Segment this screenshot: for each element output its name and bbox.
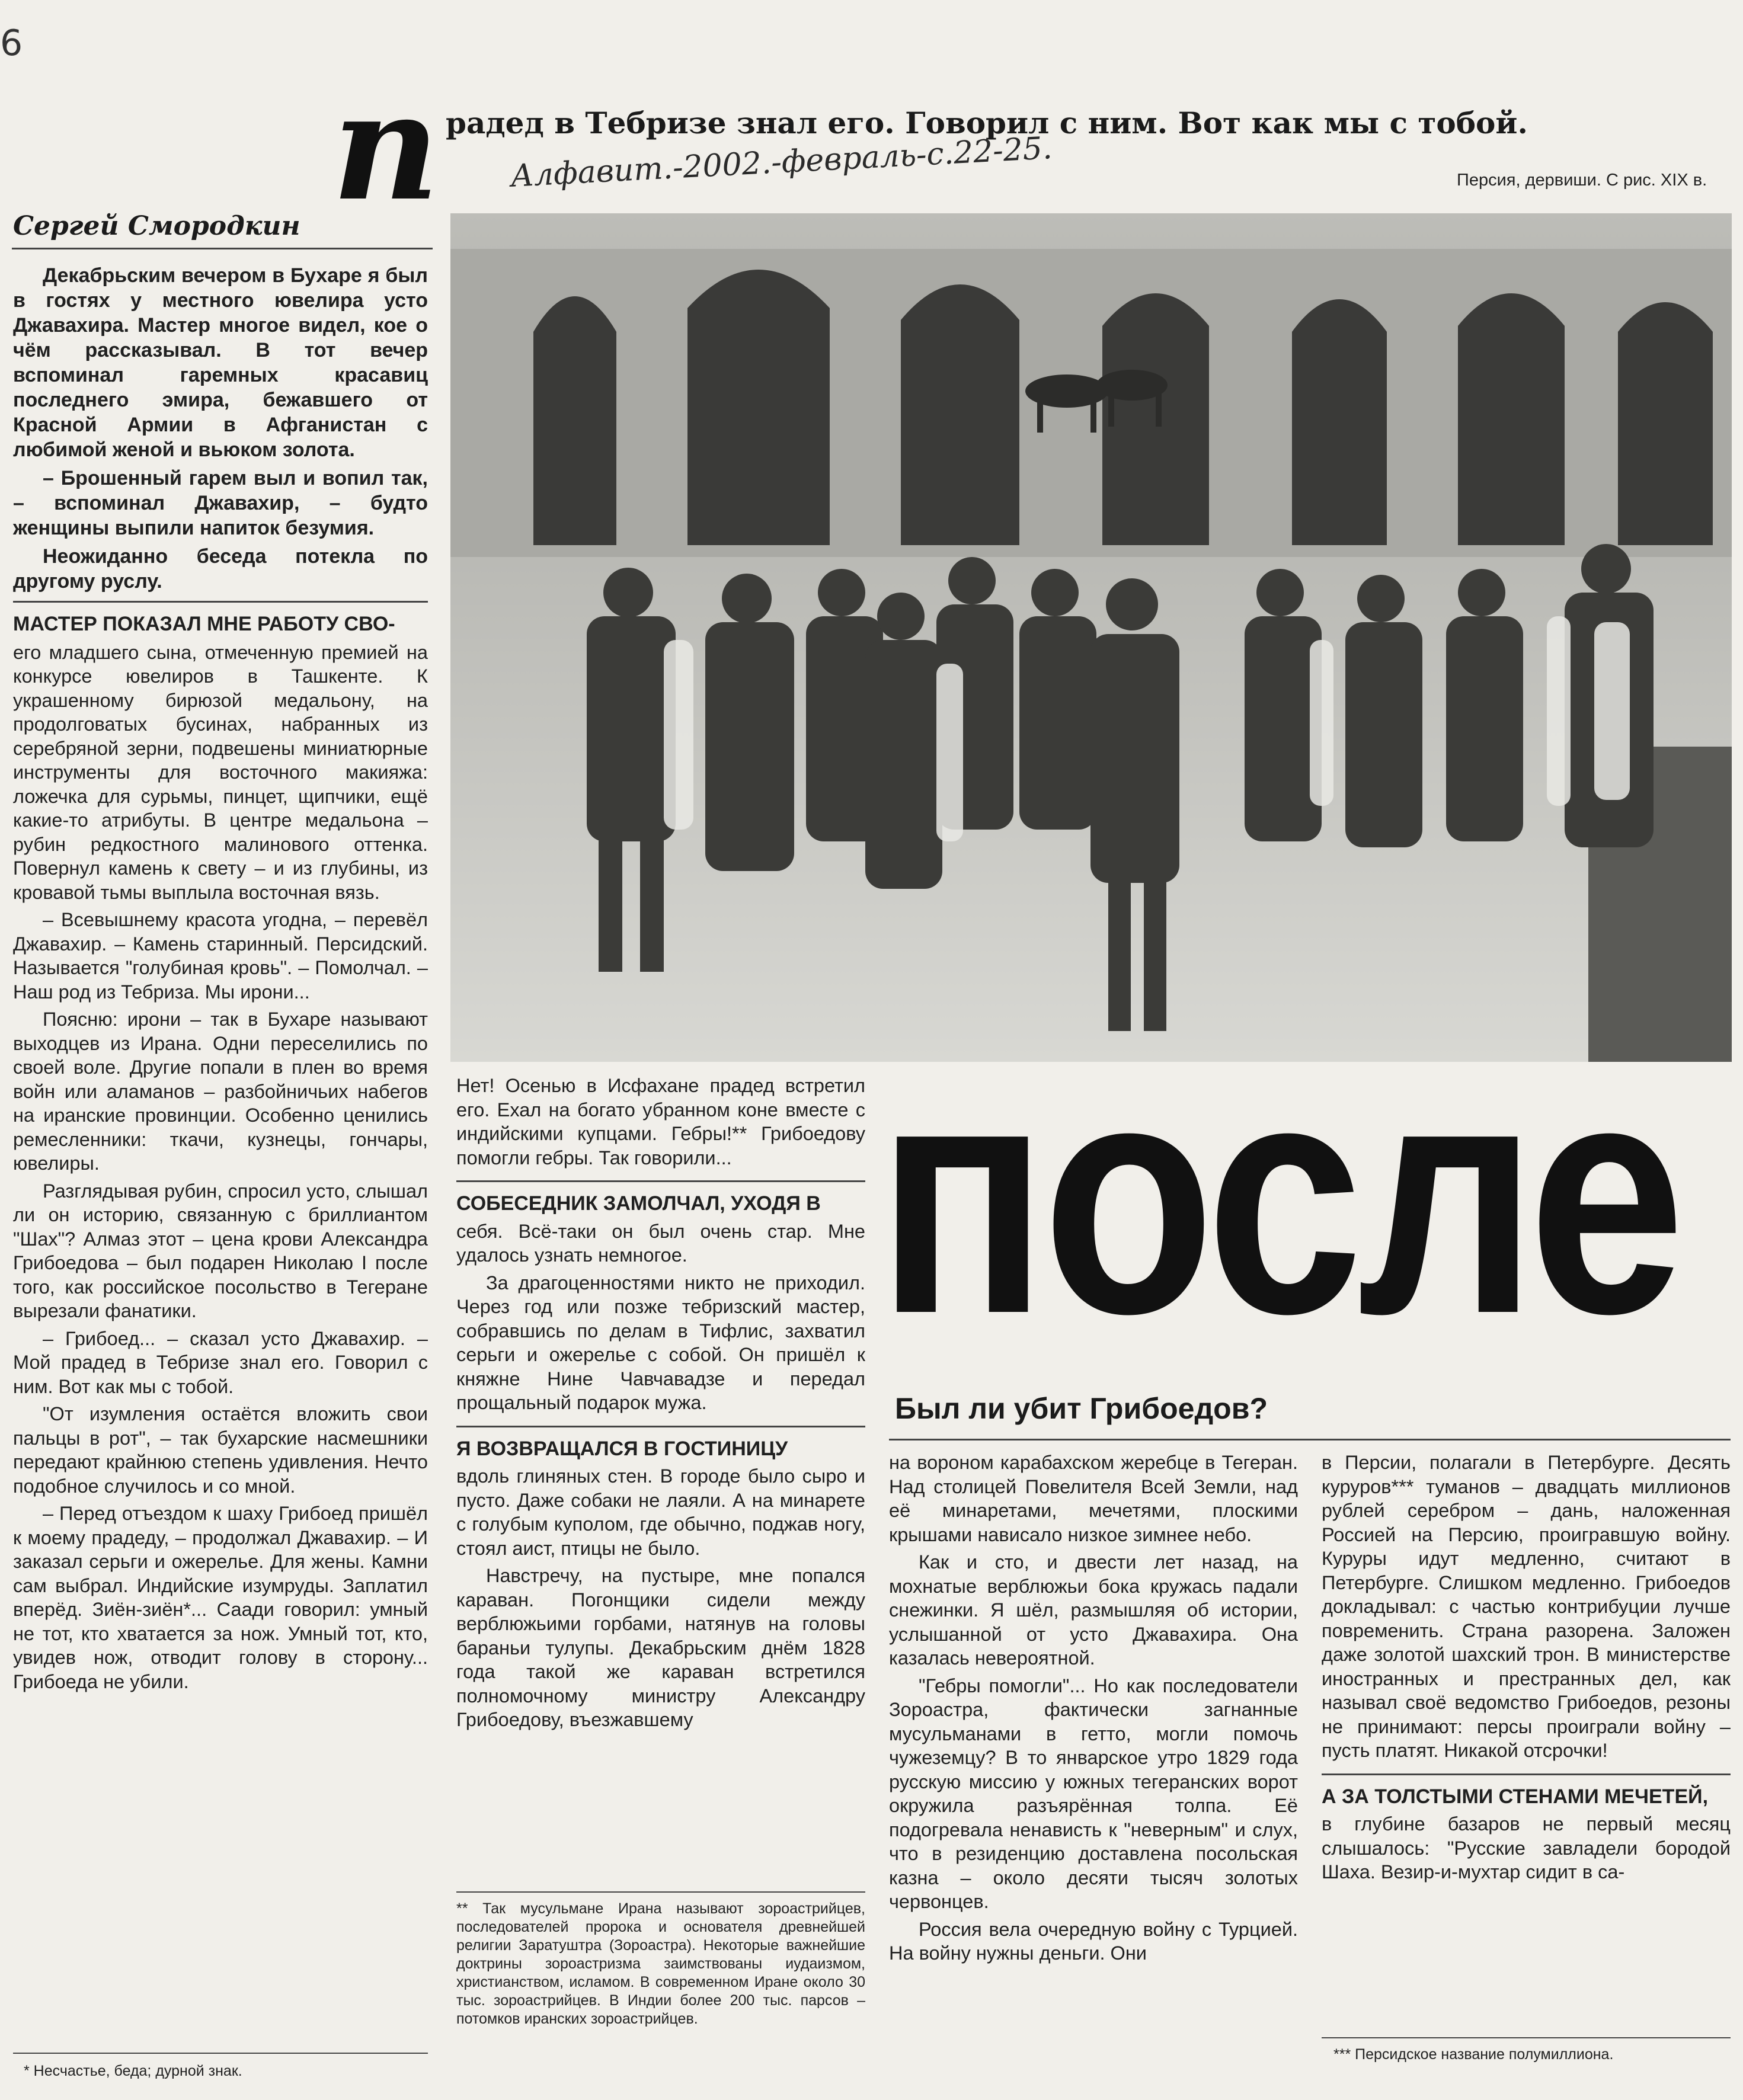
column-3 xyxy=(889,1451,1298,1969)
page-mark: 6 xyxy=(0,23,23,64)
intro-block xyxy=(13,263,428,594)
body-paragraph: на вороном карабахском жеребце в Тегеран. Над столицей Повелителя Всей Земли, над её минаретами, мечетями, плоскими крышами нависало низкое зимнее небо. xyxy=(889,1452,1298,1545)
author-name: Сергей Смородкин xyxy=(13,211,300,241)
body-paragraph: "Гебры помогли"... Но как последователи Зороастра, фактически загнанные мусульманами в гетто, могли помочь чужеземцу? В то январское утро 1829 года русскую миссию у южных тегеранских ворот окружила разъярённая толпа. Её подогревала ненависть к "неверным" и слух, что в резиденцию доставлена посольская казна – около десяти тысяч золотых червонцев. xyxy=(889,1675,1298,1912)
footnote-1-rule xyxy=(13,2053,428,2054)
body-paragraph: "От изумления остаётся вложить свои пальцы в рот", – так бухарские насмешники передают крайнюю степень удивления. Нечто подобное случилось и со мной. xyxy=(13,1403,428,1497)
body-paragraph: – Грибоед... – сказал усто Джавахир. – Мой прадед в Тебризе знал его. Говорил с ним. Вот как мы с тобой. xyxy=(13,1327,428,1397)
section-lead: А ЗА ТОЛСТЫМИ СТЕНАМИ МЕЧЕТЕЙ, xyxy=(1322,1785,1709,1808)
handwritten-note: Алфавит.-2002.-февраль-с.22-25. xyxy=(510,130,1053,194)
body-paragraph: – Перед отъездом к шаху Грибоед пришёл к моему прадеду, – продолжал Джавахир. – И заказал серьги и ожерелье. Для жены. Камни сам выбрал. Индийские изумруды. Заплатил вперёд. Зиён-зиён*... Саади говорил: умный не тот, кто хватается за нож. Умный тот, кто, увидев нож, отводит голову в сторону... Грибоеда не убили. xyxy=(13,1503,428,1692)
footnote-3-rule xyxy=(1322,2037,1731,2038)
column-2-rule-2 xyxy=(456,1426,865,1427)
author-rule xyxy=(12,248,433,249)
footnote-2-rule xyxy=(456,1891,865,1893)
body-paragraph: Разглядывая рубин, спросил усто, слышал ли он историю, связанную с бриллиантом "Шах"? Алмаз этот – цена крови Александра Грибоедова – был подарен Николаю I после того, как российское посольство в Тегеране вырезали фанатики. xyxy=(13,1180,428,1321)
body-paragraph: – Всевышнему красота угодна, – перевёл Джавахир. – Камень старинный. Персидский. Называется "голубиная кровь". – Помолчал. – Наш род из Тебриза. Мы ирони... xyxy=(13,909,428,1003)
footnote-1: * Несчастье, беда; дурной знак. xyxy=(24,2063,242,2079)
body-paragraph: Россия вела очередную войну с Турцией. На войну нужны деньги. Они xyxy=(889,1918,1298,1964)
headline-drop-letter xyxy=(320,59,444,233)
body-paragraph: себя. Всё-таки он был очень стар. Мне удалось узнать немногое. xyxy=(456,1220,865,1266)
body-paragraph: Как и сто, и двести лет назад, на мохнатые верблюжьи бока кружась падали снежинки. Я шёл, размышляя об истории, услышанной от усто Джавахира. Она казалась невероятной. xyxy=(889,1551,1298,1669)
title-big: после xyxy=(877,1011,1681,1382)
body-paragraph: Поясню: ирони – так в Бухаре называют выходцев из Ирана. Одни переселились по своей воле. Другие попали в плен во время войн или аламанов – разбойничьих набегов на иранские провинции. Особенно ценились ремесленники: ткачи, кузнецы, гончары, ювелиры. xyxy=(13,1009,428,1174)
headline-text: радед в Тебризе знал его. Говорил с ним. Вот как мы с тобой. xyxy=(446,105,1528,140)
body-paragraph: вдоль глиняных стен. В городе было сыро и пусто. Даже собаки не лаяли. А на минарете с голубым куполом, где обычно, поджав ногу, стоял аист, птицы не было. xyxy=(456,1465,865,1559)
section-lead: Я ВОЗВРАЩАЛСЯ В ГОСТИНИЦУ xyxy=(456,1437,788,1460)
intro-paragraph: Неожиданно беседа потекла по другому руслу. xyxy=(13,545,428,593)
footnote-2: ** Так мусульмане Ирана называют зороастрийцев, последователей пророка и основателя древнейшей религии Заратуштра (Зороастра). Некоторые важнейшие доктрины зороастризма заимствованы иудаизмом, христианством, исламом. В современном Иране около 30 тыс. зороастрийцев. В Индии более 200 тыс. парсов – потомков иранских зороастрийцев. xyxy=(456,1900,865,2027)
column-4 xyxy=(1322,1451,1731,1888)
body-paragraph: Навстречу, на пустыре, мне попался караван. Погонщики сидели между верблюжьими горбами, натянув на головы бараньи тулупы. Декабрьским днём 1828 года такой же караван встретился полномочному министру Александру Грибоедову, въезжавшему xyxy=(456,1565,865,1730)
body-paragraph: его младшего сына, отмеченную премией на конкурсе ювелиров в Ташкенте. К украшенному бирюзой медальону, на продолговатых бусинах, набранных из серебряной зерни, подвешены миниатюрные инструменты для восточного макияжа: ложечка для сурьмы, пинцет, щипчики, ещё какие-то атрибуты. В центре медальона – рубин редкостного малинового оттенка. Повернул камень к свету – и из глубины, из кровавой тьмы выплыла восточная вязь. xyxy=(13,641,428,903)
footnote-3: *** Персидское название полумиллиона. xyxy=(1333,2046,1614,2063)
subtitle: Был ли убит Грибоедов? xyxy=(895,1392,1268,1425)
body-paragraph: в глубине базаров не первый месяц слышалось: "Русские завладели бородой Шаха. Везир-и-мухтар сидит в са- xyxy=(1322,1813,1731,1883)
dervish-photo xyxy=(450,213,1732,1062)
body-paragraph: в Персии, полагали в Петербурге. Десять куруров*** туманов – двадцать миллионов рублей серебром – дань, наложенная Россией на Персию, проигравшую войну. Куруры идут медленно, считают в Петербурге. Слишком медленно. Грибоедов докладывал: с частью контрибуции лучше повременить. Страна разорена. Заложен даже золотой шахский трон. В министерстве иностранных и престранных дел, как называл своё ведомство Грибоедов, резоны не принимают: персы проиграли войну – пусть платят. Никакой отсрочки! xyxy=(1322,1452,1731,1761)
body-paragraph: За драгоценностями никто не приходил. Через год или позже тебризский мастер, собравшись по делам в Тифлис, захватил серьги и ожерелье с собой. Он пришёл к княжне Нине Чавчавадзе и передал прощальный подарок мужа. xyxy=(456,1272,865,1413)
column-1 xyxy=(13,263,428,1697)
body-paragraph: Нет! Осенью в Исфахане прадед встретил его. Ехал на богато убранном коне вместе с индийскими купцами. Гебры!** Грибоедову помогли гебры. Так говорили... xyxy=(456,1075,865,1169)
intro-paragraph: Декабрьским вечером в Бухаре я был в гостях у местного ювелира усто Джавахира. Мастер многое видел, кое о чём рассказывал. В тот вечер вспоминал гаремных красавиц последнего эмира, бежавшего от Красной Армии в Афганистан с любимой женой и вьюком золота. xyxy=(13,264,428,461)
column-2 xyxy=(456,1074,865,1736)
photo-caption: Персия, дервиши. С рис. XIX в. xyxy=(1457,171,1707,190)
section-lead: СОБЕСЕДНИК ЗАМОЛЧАЛ, УХОДЯ В xyxy=(456,1192,821,1215)
column-4-rule xyxy=(1322,1774,1731,1775)
dervish-photo-illustration xyxy=(450,213,1732,1062)
column-1-rule xyxy=(13,601,428,603)
section-lead: МАСТЕР ПОКАЗАЛ МНЕ РАБОТУ СВО- xyxy=(13,613,395,635)
intro-paragraph: – Брошенный гарем выл и вопил так, – вспоминал Джавахир, – будто женщины выпили напиток безумия. xyxy=(13,467,428,539)
subtitle-rule xyxy=(889,1439,1731,1440)
column-2-rule xyxy=(456,1180,865,1182)
headline-drop-letter-glyph: п xyxy=(332,59,440,233)
